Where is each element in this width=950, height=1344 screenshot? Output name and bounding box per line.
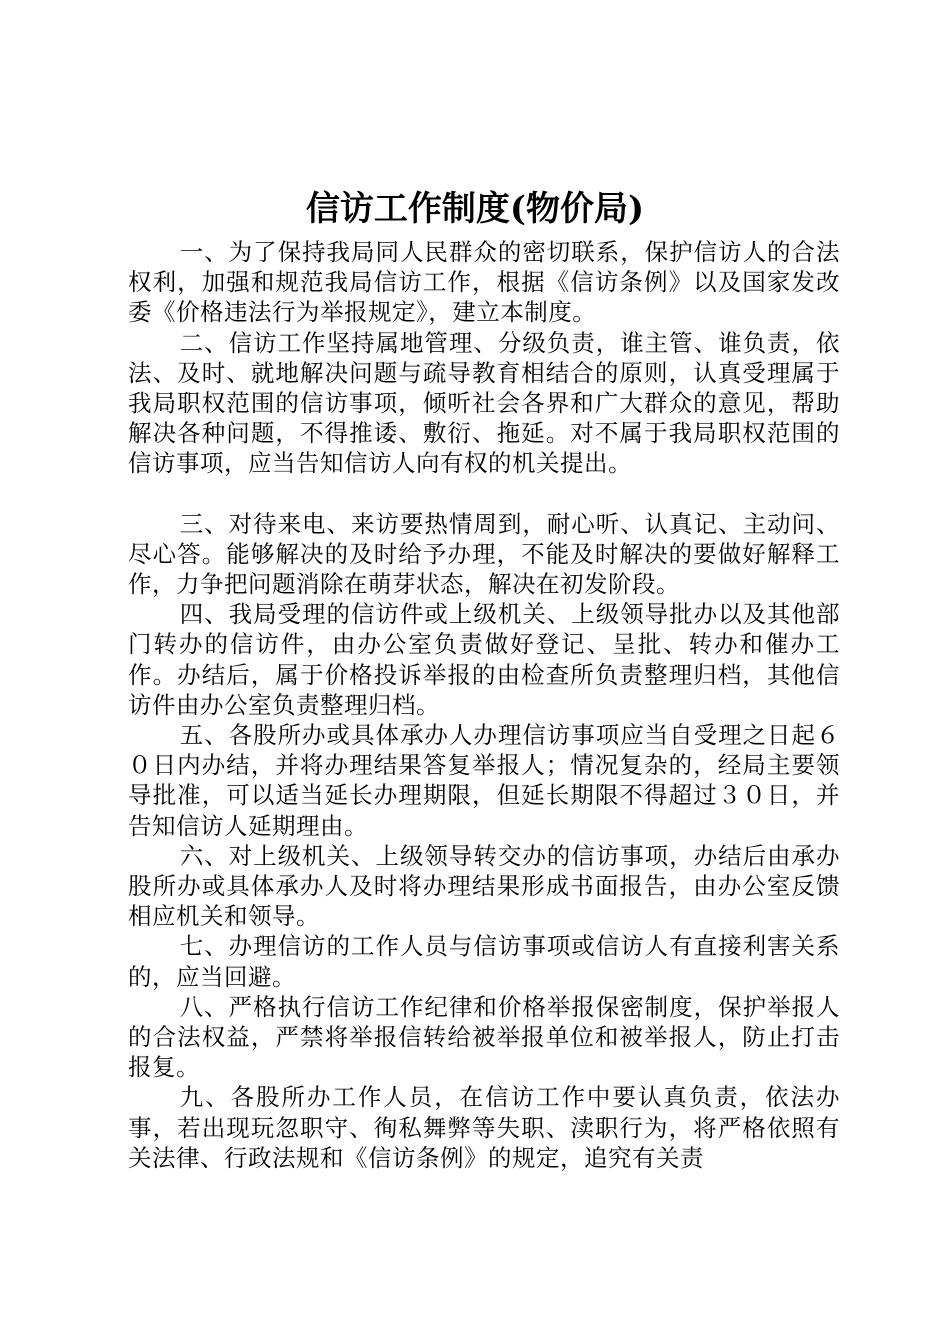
paragraph-7: 七、办理信访的工作人员与信访事项或信访人有直接利害关系的，应当回避。 (128, 932, 840, 991)
paragraph-6: 六、对上级机关、上级领导转交办的信访事项，办结后由承办股所办或具体承办人及时将办理结果形成书面报告，由办公室反馈相应机关和领导。 (128, 841, 840, 931)
document-body (128, 237, 840, 1173)
paragraph-4: 四、我局受理的信访件或上级机关、上级领导批办以及其他部门转办的信访件，由办公室负责做好登记、呈批、转办和催办工作。办结后，属于价格投诉举报的由检查所负责整理归档，其他信访件由办公室负责整理归档。 (128, 600, 840, 719)
paragraph-3: 三、对待来电、来访要热情周到，耐心听、认真记、主动问、尽心答。能够解决的及时给予办理，不能及时解决的要做好解释工作，力争把问题消除在萌芽状态，解决在初发阶段。 (128, 509, 840, 599)
paragraph-2: 二、信访工作坚持属地管理、分级负责，谁主管、谁负责，依法、及时、就地解决问题与疏导教育相结合的原则，认真受理属于我局职权范围的信访事项，倾听社会各界和广大群众的意见，帮助解决各种问题，不得推诿、敷衍、拖延。对不属于我局职权范围的信访事项，应当告知信访人向有权的机关提出。 (128, 328, 840, 478)
paragraph-9: 九、各股所办工作人员，在信访工作中要认真负责，依法办事，若出现玩忽职守、徇私舞弊等失职、渎职行为，将严格依照有关法律、行政法规和《信访条例》的规定，追究有关责 (128, 1083, 840, 1172)
paragraph-1: 一、为了保持我局同人民群众的密切联系，保护信访人的合法权利，加强和规范我局信访工作，根据《信访条例》以及国家发改委《价格违法行为举报规定》，建立本制度。 (128, 238, 840, 327)
paragraph-5: 五、各股所办或具体承办人办理信访事项应当自受理之日起６０日内办结，并将办理结果答复举报人；情况复杂的，经局主要领导批准，可以适当延长办理期限，但延长期限不得超过３０日，并告知信访人延期理由。 (128, 721, 840, 840)
document-title: 信访工作制度(物价局) (305, 189, 645, 229)
paragraph-8: 八、严格执行信访工作纪律和价格举报保密制度，保护举报人的合法权益，严禁将举报信转给被举报单位和被举报人，防止打击报复。 (128, 992, 840, 1082)
